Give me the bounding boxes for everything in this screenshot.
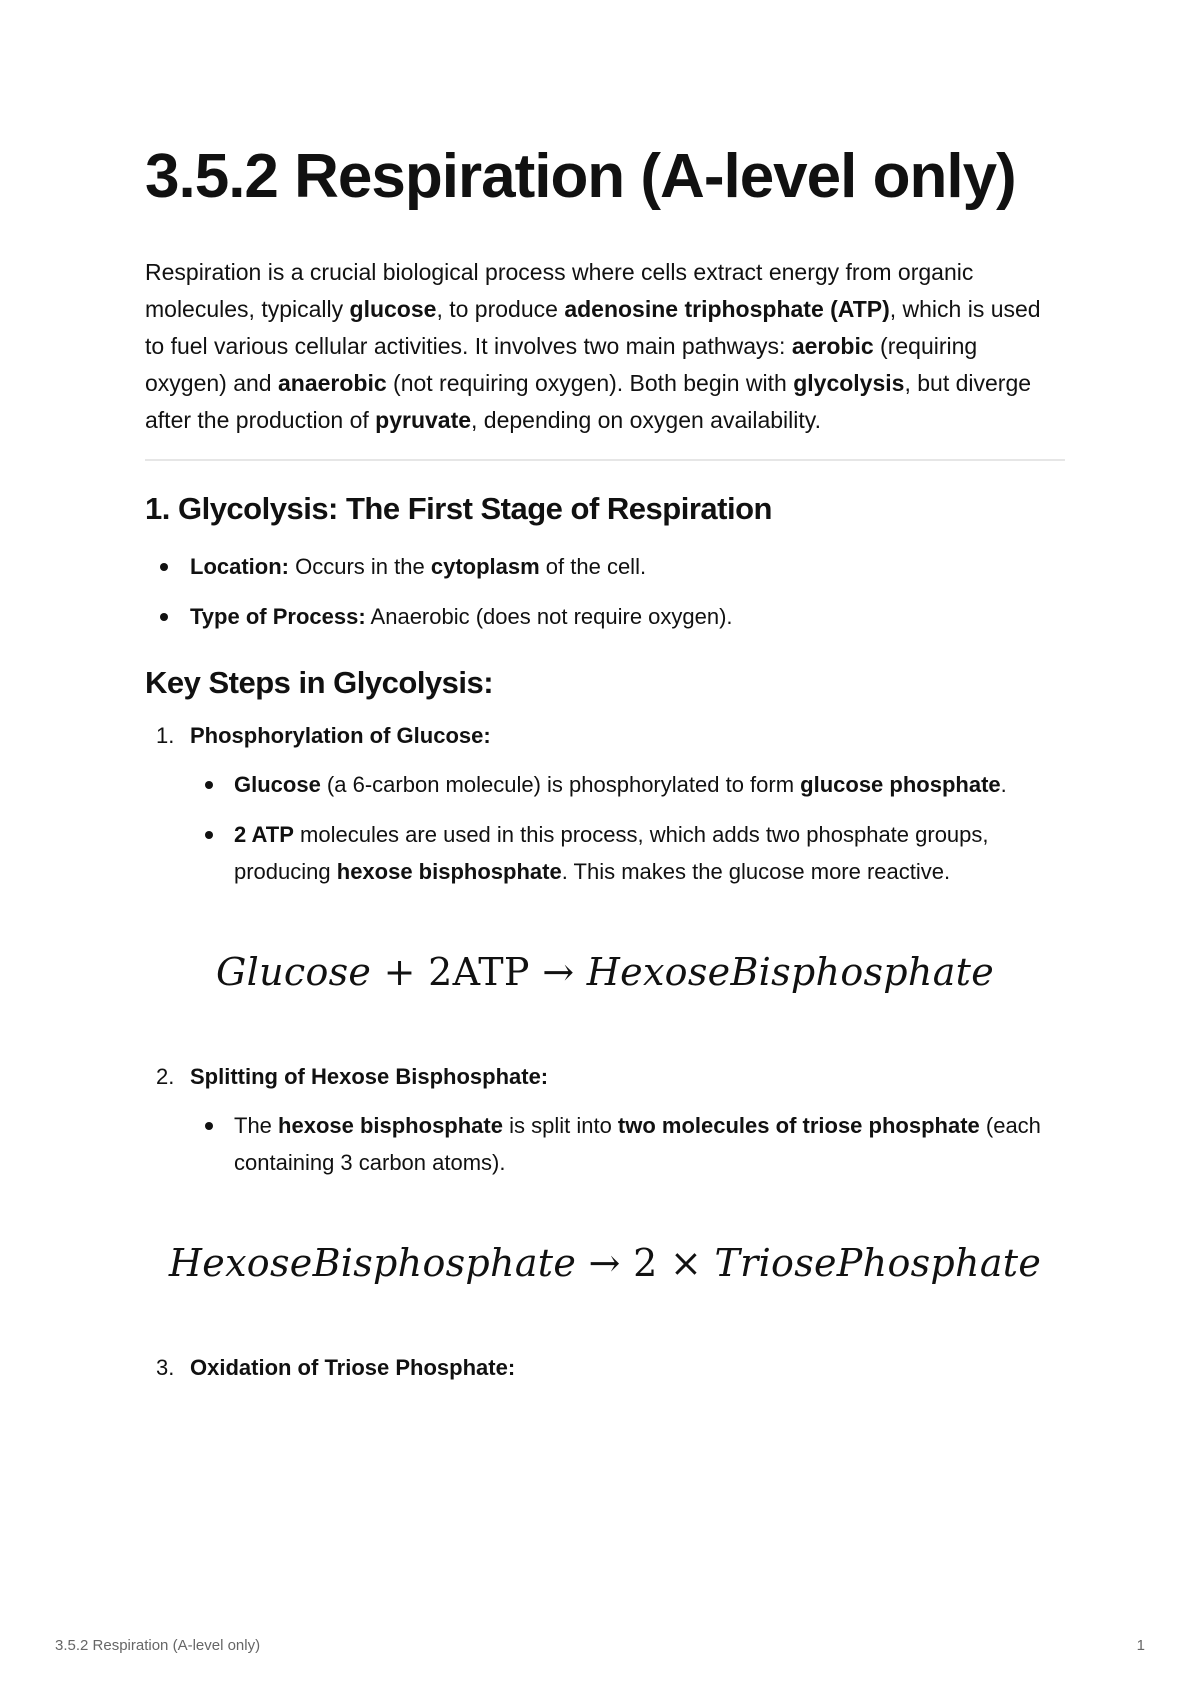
step-number: 1.: [156, 722, 175, 748]
location-bold-cytoplasm: cytoplasm: [430, 553, 540, 579]
intro-text-2: , to produce: [436, 296, 565, 323]
type-label: Type of Process:: [190, 603, 366, 629]
footer-title: 3.5.2 Respiration (A-level only): [55, 1637, 261, 1654]
bold-text: hexose bisphosphate: [336, 858, 562, 884]
step-1-bullets: [145, 766, 1065, 890]
equation-term: HexoseBisphosphate: [168, 1240, 577, 1285]
equation-coefficient: 2: [633, 1240, 658, 1285]
step-title-text: Phosphorylation of Glucose:: [190, 722, 491, 748]
bullet-icon: [205, 1122, 213, 1130]
page-title: 3.5.2 Respiration (A-level only): [145, 142, 1016, 211]
body-text: .: [1000, 771, 1007, 797]
equation-hexose-splitting: [145, 1241, 1065, 1285]
body-text: . This makes the glucose more reactive.: [561, 858, 951, 884]
list-item: [189, 816, 1065, 890]
bullet-icon: [205, 781, 213, 789]
equation-coefficient: 2ATP: [428, 949, 530, 994]
bold-text: hexose bisphosphate: [278, 1112, 503, 1138]
key-steps-heading: Key Steps in Glycolysis:: [145, 664, 494, 700]
bullet-icon: [160, 563, 168, 571]
intro-text-6: , but diverge after the production of: [145, 370, 1032, 434]
body-text: is split into: [502, 1112, 618, 1138]
intro-text-4: (requiring oxygen) and: [145, 333, 978, 397]
intro-paragraph: [145, 254, 1065, 439]
intro-text-3: , which is used to fuel various cellular activities. It involves two main pathways:: [145, 296, 1041, 360]
body-text: The: [234, 1112, 279, 1138]
intro-bold-atp: adenosine triphosphate (ATP): [564, 296, 890, 323]
equation-term: HexoseBisphosphate: [586, 949, 995, 994]
document-page: [145, 140, 1065, 1398]
page-number: 1: [1136, 1637, 1145, 1654]
arrow-icon: →: [542, 949, 575, 994]
step-2-bullets: [145, 1107, 1065, 1181]
bullet-icon: [205, 831, 213, 839]
location-text-1: Occurs in the: [289, 553, 431, 579]
arrow-icon: →: [588, 1240, 621, 1285]
body-text: (each containing 3 carbon atoms).: [234, 1112, 1041, 1175]
equation-operator: +: [383, 949, 416, 994]
bold-text: Glucose: [234, 771, 321, 797]
step-number: 3.: [156, 1354, 175, 1380]
location-text-2: of the cell.: [539, 553, 647, 579]
page-footer: [55, 1637, 1145, 1654]
step-title-text: Splitting of Hexose Bisphosphate:: [190, 1063, 549, 1089]
intro-bold-pyruvate: pyruvate: [375, 407, 472, 434]
step-2-title: [145, 1058, 1065, 1095]
step-title-text: Oxidation of Triose Phosphate:: [190, 1354, 516, 1380]
bold-text: glucose phosphate: [800, 771, 1001, 797]
list-item-location: [145, 548, 1065, 585]
step-3-title: [145, 1349, 1065, 1386]
section-divider: [145, 459, 1065, 461]
intro-bold-glycolysis: glycolysis: [793, 370, 905, 397]
bold-text: two molecules of triose phosphate: [617, 1112, 980, 1138]
step-number: 2.: [156, 1063, 175, 1089]
bullet-icon: [160, 613, 168, 621]
intro-bold-glucose: glucose: [349, 296, 437, 323]
intro-text-5: (not requiring oxygen). Both begin with: [386, 370, 794, 397]
equation-term: TriosePhosphate: [714, 1240, 1042, 1285]
body-text: (a 6-carbon molecule) is phosphorylated to form: [320, 771, 801, 797]
intro-bold-anaerobic: anaerobic: [277, 370, 387, 397]
list-item: [189, 1107, 1065, 1181]
list-item: [189, 766, 1065, 803]
location-label: Location:: [190, 553, 289, 579]
intro-bold-aerobic: aerobic: [791, 333, 874, 360]
glycolysis-facts-list: [145, 548, 1065, 635]
body-text: molecules are used in this process, which adds two phosphate groups, producing: [234, 821, 989, 884]
intro-text-7: , depending on oxygen availability.: [471, 407, 821, 434]
type-text: Anaerobic (does not require oxygen).: [365, 603, 733, 629]
equation-glucose-phosphorylation: [145, 950, 1065, 994]
section-heading-glycolysis: 1. Glycolysis: The First Stage of Respiration: [145, 491, 772, 527]
list-item-type: [145, 598, 1065, 635]
bold-text: 2 ATP: [234, 821, 294, 847]
intro-text-1: Respiration is a crucial biological process where cells extract energy from organic molecules, typically: [145, 259, 974, 323]
times-icon: ×: [669, 1240, 703, 1285]
equation-term: Glucose: [215, 949, 372, 994]
step-1-title: [145, 717, 1065, 754]
